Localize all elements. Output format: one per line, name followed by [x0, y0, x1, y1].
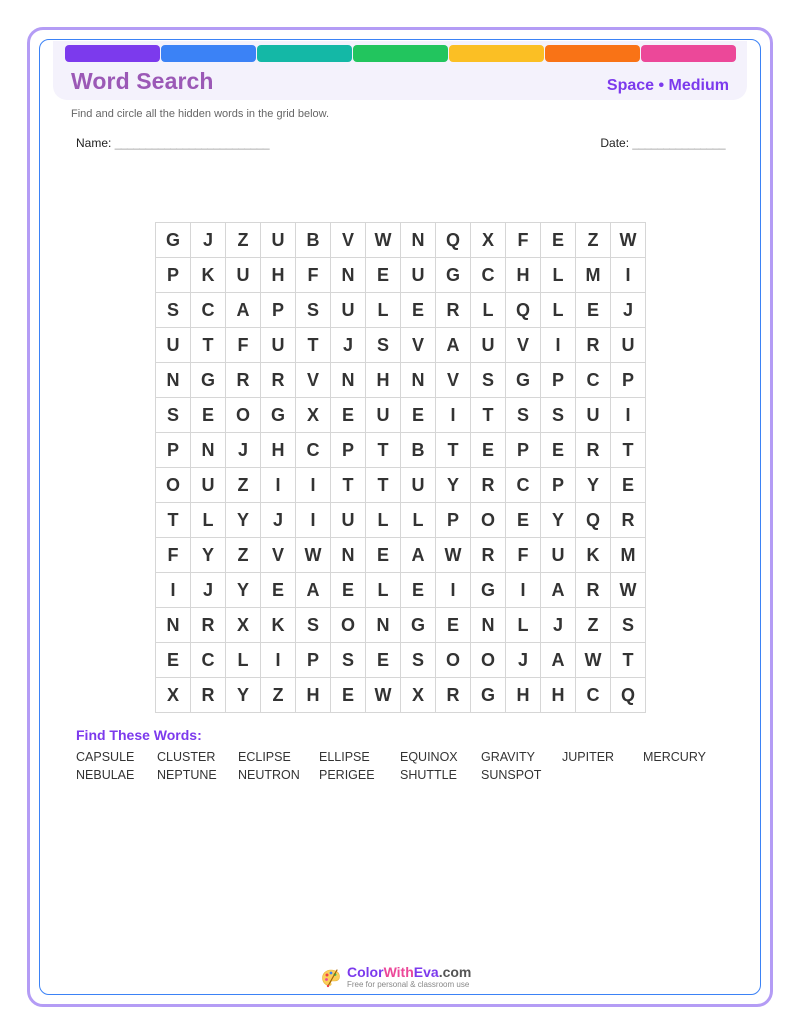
grid-cell[interactable]: X	[226, 608, 261, 643]
grid-cell[interactable]: C	[191, 643, 226, 678]
grid-cell[interactable]: I	[541, 328, 576, 363]
grid-cell[interactable]: W	[436, 538, 471, 573]
grid-cell[interactable]: K	[261, 608, 296, 643]
grid-cell[interactable]: W	[611, 223, 646, 258]
grid-cell[interactable]: L	[541, 293, 576, 328]
grid-cell[interactable]: H	[506, 678, 541, 713]
instructions-text: Find and circle all the hidden words in the grid below.	[71, 108, 330, 120]
grid-cell[interactable]: R	[436, 678, 471, 713]
word-bank-list	[76, 750, 724, 783]
grid-cell[interactable]: P	[541, 363, 576, 398]
grid-cell[interactable]: W	[296, 538, 331, 573]
grid-cell[interactable]: Z	[226, 223, 261, 258]
grid-cell[interactable]: X	[156, 678, 191, 713]
grid-cell[interactable]: U	[576, 398, 611, 433]
grid-cell[interactable]: E	[506, 503, 541, 538]
grid-cell[interactable]: Y	[226, 573, 261, 608]
grid-cell[interactable]: R	[576, 433, 611, 468]
grid-cell[interactable]: Y	[191, 538, 226, 573]
grid-cell[interactable]: P	[156, 258, 191, 293]
grid-cell[interactable]: R	[436, 293, 471, 328]
grid-cell[interactable]: L	[401, 503, 436, 538]
grid-cell[interactable]: J	[191, 573, 226, 608]
grid-cell[interactable]: V	[436, 363, 471, 398]
grid-cell[interactable]: E	[191, 398, 226, 433]
grid-cell[interactable]: L	[506, 608, 541, 643]
grid-cell[interactable]: T	[611, 643, 646, 678]
grid-cell[interactable]: Z	[226, 468, 261, 503]
color-bar-segment	[545, 45, 640, 62]
grid-cell[interactable]: Q	[506, 293, 541, 328]
grid-cell[interactable]: O	[226, 398, 261, 433]
grid-cell[interactable]: T	[366, 468, 401, 503]
grid-cell[interactable]: U	[401, 468, 436, 503]
grid-cell[interactable]: S	[541, 398, 576, 433]
word-bank-item: JUPITER	[562, 750, 615, 764]
grid-cell[interactable]: R	[471, 538, 506, 573]
grid-cell[interactable]: L	[226, 643, 261, 678]
grid-cell[interactable]: I	[611, 398, 646, 433]
grid-cell[interactable]: N	[191, 433, 226, 468]
grid-cell[interactable]: G	[156, 223, 191, 258]
date-label: Date:	[600, 136, 630, 150]
grid-cell[interactable]: S	[471, 363, 506, 398]
grid-cell[interactable]: K	[191, 258, 226, 293]
grid-cell[interactable]: Q	[436, 223, 471, 258]
date-field[interactable]	[600, 136, 725, 150]
grid-cell[interactable]: G	[471, 573, 506, 608]
brand-tagline: Free for personal & classroom use	[347, 980, 470, 989]
word-bank-item: SUNSPOT	[481, 768, 542, 782]
grid-cell[interactable]: I	[261, 643, 296, 678]
grid-cell[interactable]: I	[296, 503, 331, 538]
grid-cell[interactable]: E	[541, 433, 576, 468]
grid-cell[interactable]: E	[366, 538, 401, 573]
grid-cell[interactable]: C	[576, 363, 611, 398]
grid-cell[interactable]: Q	[576, 503, 611, 538]
grid-cell[interactable]: F	[506, 538, 541, 573]
grid-cell[interactable]: E	[331, 573, 366, 608]
grid-cell[interactable]: H	[296, 678, 331, 713]
grid-cell[interactable]: T	[366, 433, 401, 468]
grid-cell[interactable]: C	[191, 293, 226, 328]
grid-cell[interactable]: R	[471, 468, 506, 503]
grid-cell[interactable]: W	[366, 678, 401, 713]
grid-cell[interactable]: J	[541, 608, 576, 643]
footer-branding	[321, 965, 471, 990]
grid-cell[interactable]: E	[401, 398, 436, 433]
grid-cell[interactable]: Z	[261, 678, 296, 713]
grid-cell[interactable]: A	[226, 293, 261, 328]
grid-cell[interactable]: B	[296, 223, 331, 258]
grid-cell[interactable]: J	[261, 503, 296, 538]
grid-cell[interactable]: G	[436, 258, 471, 293]
color-bar-segment	[65, 45, 160, 62]
grid-cell[interactable]: E	[366, 258, 401, 293]
grid-cell[interactable]: C	[471, 258, 506, 293]
word-bank-item: PERIGEE	[319, 768, 375, 782]
grid-cell[interactable]: G	[506, 363, 541, 398]
grid-cell[interactable]: J	[611, 293, 646, 328]
grid-cell[interactable]: E	[261, 573, 296, 608]
grid-cell[interactable]: V	[296, 363, 331, 398]
grid-cell[interactable]: Z	[576, 223, 611, 258]
grid-cell[interactable]: T	[156, 503, 191, 538]
grid-cell[interactable]: O	[436, 643, 471, 678]
grid-cell[interactable]: N	[401, 223, 436, 258]
grid-cell[interactable]: T	[331, 468, 366, 503]
grid-cell[interactable]: S	[296, 608, 331, 643]
grid-cell[interactable]: K	[576, 538, 611, 573]
grid-cell[interactable]: S	[331, 643, 366, 678]
grid-cell[interactable]: E	[436, 608, 471, 643]
grid-cell[interactable]: N	[331, 363, 366, 398]
grid-cell[interactable]: U	[331, 503, 366, 538]
grid-cell[interactable]: I	[261, 468, 296, 503]
grid-cell[interactable]: H	[261, 258, 296, 293]
grid-cell[interactable]: P	[156, 433, 191, 468]
grid-cell[interactable]: P	[261, 293, 296, 328]
grid-cell[interactable]: W	[576, 643, 611, 678]
grid-cell[interactable]: J	[506, 643, 541, 678]
grid-cell[interactable]: V	[261, 538, 296, 573]
color-bar-segment	[449, 45, 544, 62]
grid-cell[interactable]: S	[156, 293, 191, 328]
grid-cell[interactable]: U	[261, 328, 296, 363]
grid-cell[interactable]: M	[611, 538, 646, 573]
grid-cell[interactable]: W	[366, 223, 401, 258]
grid-cell[interactable]: P	[331, 433, 366, 468]
grid-cell[interactable]: R	[576, 573, 611, 608]
grid-cell[interactable]: E	[541, 223, 576, 258]
grid-cell[interactable]: S	[506, 398, 541, 433]
grid-cell[interactable]: G	[191, 363, 226, 398]
grid-cell[interactable]: E	[401, 293, 436, 328]
grid-cell[interactable]: O	[471, 643, 506, 678]
grid-cell[interactable]: U	[191, 468, 226, 503]
grid-cell[interactable]: U	[541, 538, 576, 573]
grid-cell[interactable]: J	[191, 223, 226, 258]
grid-cell[interactable]: U	[331, 293, 366, 328]
grid-cell[interactable]: L	[366, 573, 401, 608]
grid-cell[interactable]: T	[436, 433, 471, 468]
word-bank-item: NEPTUNE	[157, 768, 217, 782]
grid-cell[interactable]: J	[226, 433, 261, 468]
grid-cell[interactable]: L	[471, 293, 506, 328]
palette-icon	[321, 968, 341, 988]
word-bank-item: CAPSULE	[76, 750, 135, 764]
grid-cell[interactable]: P	[436, 503, 471, 538]
grid-cell[interactable]: X	[471, 223, 506, 258]
grid-cell[interactable]: E	[366, 643, 401, 678]
word-bank-item: NEUTRON	[238, 768, 300, 782]
grid-cell[interactable]: I	[506, 573, 541, 608]
grid-cell[interactable]: U	[611, 328, 646, 363]
word-bank-item: ECLIPSE	[238, 750, 291, 764]
grid-cell[interactable]: H	[366, 363, 401, 398]
grid-cell[interactable]: E	[401, 573, 436, 608]
grid-cell[interactable]: I	[156, 573, 191, 608]
word-search-grid	[155, 222, 646, 713]
grid-cell[interactable]: Y	[541, 503, 576, 538]
word-bank-item: SHUTTLE	[400, 768, 457, 782]
grid-cell[interactable]: L	[541, 258, 576, 293]
color-bar-segment	[161, 45, 256, 62]
word-bank-item: MERCURY	[643, 750, 706, 764]
grid-cell[interactable]: C	[576, 678, 611, 713]
grid-cell[interactable]: F	[226, 328, 261, 363]
grid-cell[interactable]: L	[191, 503, 226, 538]
name-label: Name:	[76, 136, 112, 150]
grid-cell[interactable]: Y	[436, 468, 471, 503]
grid-cell[interactable]: N	[331, 258, 366, 293]
page-title: Word Search	[71, 68, 214, 94]
grid-cell[interactable]: E	[611, 468, 646, 503]
grid-cell[interactable]: G	[261, 398, 296, 433]
word-bank-item: EQUINOX	[400, 750, 458, 764]
grid-cell[interactable]: N	[156, 363, 191, 398]
grid-cell[interactable]: R	[226, 363, 261, 398]
grid-cell[interactable]: X	[401, 678, 436, 713]
grid-cell[interactable]: V	[506, 328, 541, 363]
grid-cell[interactable]: E	[471, 433, 506, 468]
color-bar-segment	[257, 45, 352, 62]
grid-cell[interactable]: Y	[576, 468, 611, 503]
grid-cell[interactable]: V	[331, 223, 366, 258]
grid-cell[interactable]: F	[296, 258, 331, 293]
grid-cell[interactable]: E	[576, 293, 611, 328]
grid-cell[interactable]: E	[156, 643, 191, 678]
grid-cell[interactable]: T	[296, 328, 331, 363]
rainbow-color-bar	[65, 45, 736, 62]
grid-cell[interactable]: T	[471, 398, 506, 433]
grid-cell[interactable]: P	[611, 363, 646, 398]
grid-cell[interactable]: J	[331, 328, 366, 363]
grid-cell[interactable]: U	[156, 328, 191, 363]
grid-cell[interactable]: I	[611, 258, 646, 293]
grid-cell[interactable]: A	[541, 573, 576, 608]
word-bank-item: GRAVITY	[481, 750, 535, 764]
grid-cell[interactable]: E	[331, 678, 366, 713]
grid-cell[interactable]: A	[541, 643, 576, 678]
grid-cell[interactable]: I	[436, 573, 471, 608]
grid-cell[interactable]: R	[611, 503, 646, 538]
grid-cell[interactable]: C	[506, 468, 541, 503]
grid-cell[interactable]: S	[156, 398, 191, 433]
grid-cell[interactable]: P	[541, 468, 576, 503]
grid-cell[interactable]: N	[401, 363, 436, 398]
grid-cell[interactable]: H	[506, 258, 541, 293]
grid-cell[interactable]: A	[296, 573, 331, 608]
grid-cell[interactable]: L	[366, 503, 401, 538]
grid-cell[interactable]: O	[471, 503, 506, 538]
grid-cell[interactable]: P	[506, 433, 541, 468]
grid-cell[interactable]: X	[296, 398, 331, 433]
grid-cell[interactable]: B	[401, 433, 436, 468]
grid-cell[interactable]: R	[191, 608, 226, 643]
grid-cell[interactable]: G	[471, 678, 506, 713]
grid-cell[interactable]: O	[331, 608, 366, 643]
grid-cell[interactable]: N	[471, 608, 506, 643]
date-blank-line[interactable]: _______________	[632, 136, 725, 150]
grid-cell[interactable]: N	[156, 608, 191, 643]
grid-cell[interactable]: Z	[226, 538, 261, 573]
grid-cell[interactable]: T	[191, 328, 226, 363]
grid-cell[interactable]: V	[401, 328, 436, 363]
grid-cell[interactable]: H	[541, 678, 576, 713]
color-bar-segment	[353, 45, 448, 62]
name-blank-line[interactable]: _________________________	[114, 136, 270, 150]
theme-difficulty-label: Space • Medium	[606, 77, 729, 94]
grid-cell[interactable]: E	[331, 398, 366, 433]
grid-cell[interactable]: S	[611, 608, 646, 643]
color-bar-segment	[641, 45, 736, 62]
grid-cell[interactable]: R	[191, 678, 226, 713]
word-bank-heading: Find These Words:	[76, 727, 202, 743]
grid-cell[interactable]: Y	[226, 678, 261, 713]
grid-cell[interactable]: U	[471, 328, 506, 363]
grid-cell[interactable]: N	[366, 608, 401, 643]
grid-cell[interactable]: W	[611, 573, 646, 608]
grid-cell[interactable]: S	[296, 293, 331, 328]
word-bank-item: NEBULAE	[76, 768, 135, 782]
grid-cell[interactable]: S	[366, 328, 401, 363]
grid-cell[interactable]: A	[436, 328, 471, 363]
grid-cell[interactable]: M	[576, 258, 611, 293]
grid-cell[interactable]: I	[296, 468, 331, 503]
grid-cell[interactable]: U	[366, 398, 401, 433]
grid-cell[interactable]: R	[576, 328, 611, 363]
grid-cell[interactable]: U	[401, 258, 436, 293]
grid-cell[interactable]: U	[226, 258, 261, 293]
grid-cell[interactable]: F	[156, 538, 191, 573]
grid-cell[interactable]: A	[401, 538, 436, 573]
word-bank-item: CLUSTER	[157, 750, 216, 764]
grid-cell[interactable]: L	[366, 293, 401, 328]
grid-cell[interactable]: H	[261, 433, 296, 468]
grid-cell[interactable]: G	[401, 608, 436, 643]
grid-cell[interactable]: P	[296, 643, 331, 678]
grid-cell[interactable]: F	[506, 223, 541, 258]
grid-cell[interactable]: Q	[611, 678, 646, 713]
grid-cell[interactable]: C	[296, 433, 331, 468]
grid-cell[interactable]: O	[156, 468, 191, 503]
grid-cell[interactable]: Y	[226, 503, 261, 538]
word-bank-item: ELLIPSE	[319, 750, 370, 764]
grid-cell[interactable]: R	[261, 363, 296, 398]
grid-cell[interactable]: I	[436, 398, 471, 433]
grid-cell[interactable]: S	[401, 643, 436, 678]
grid-cell[interactable]: Z	[576, 608, 611, 643]
grid-cell[interactable]: U	[261, 223, 296, 258]
grid-cell[interactable]: N	[331, 538, 366, 573]
brand-name: ColorWithEva.com	[347, 964, 472, 980]
grid-cell[interactable]: T	[611, 433, 646, 468]
name-field[interactable]	[76, 136, 269, 150]
